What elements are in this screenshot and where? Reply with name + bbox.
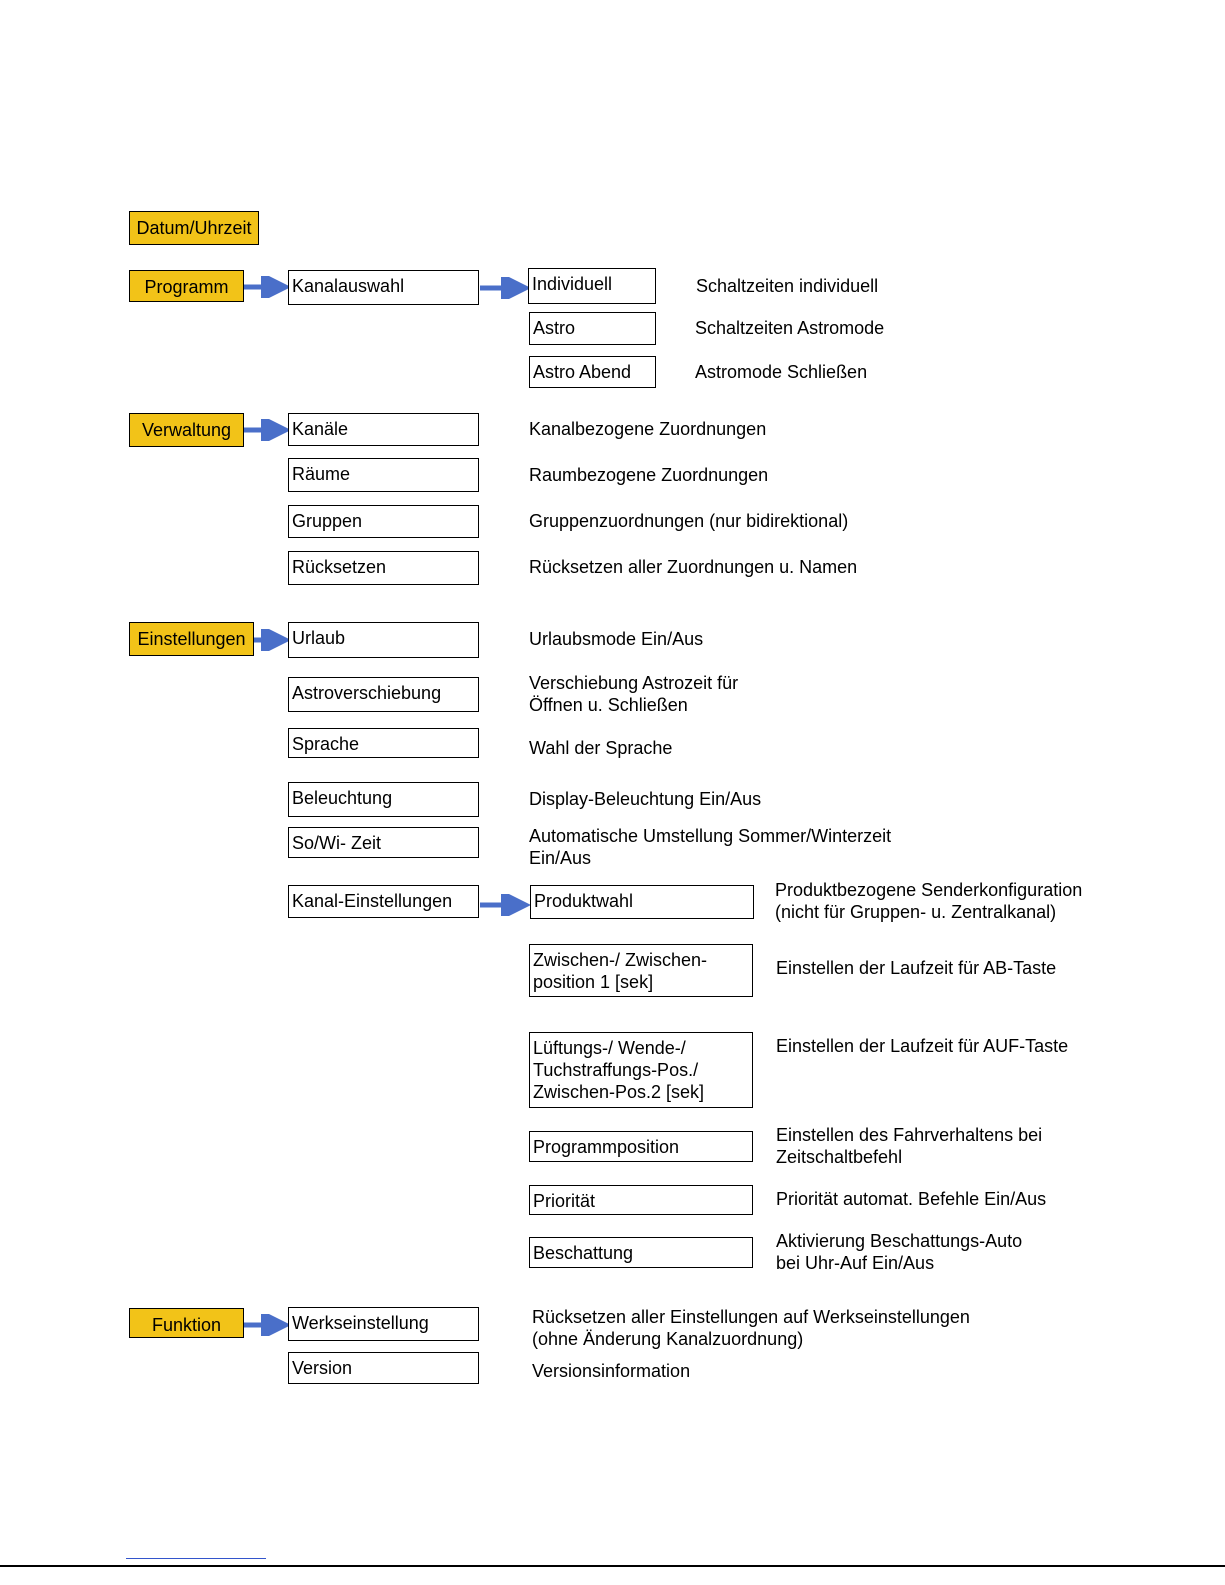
arrow-verwaltung-icon [244,419,290,441]
box-sprache: Sprache [288,728,479,758]
box-zwischenposition-1: Zwischen-/ Zwischen- position 1 [sek] [529,944,753,997]
desc-kanaele: Kanalbezogene Zuordnungen [529,419,767,439]
desc-gruppen: Gruppenzuordnungen (nur bidirektional) [529,511,849,531]
box-ruecksetzen: Rücksetzen [288,551,479,585]
desc-astro-abend: Astromode Schließen [695,362,868,382]
box-kanalauswahl: Kanalauswahl [288,270,479,305]
category-funktion: Funktion [129,1308,244,1338]
desc-individuell: Schaltzeiten individuell [696,276,879,296]
desc-astro: Schaltzeiten Astromode [695,318,885,338]
box-astroverschiebung: Astroverschiebung [288,677,479,712]
box-kanaele: Kanäle [288,413,479,446]
box-so-wi-zeit: So/Wi- Zeit [288,827,479,858]
desc-sprache: Wahl der Sprache [529,738,673,758]
footnote-rule [126,1558,266,1559]
desc-programmposition: Einstellen des Fahrverhaltens bei Zeitschaltbefehl [776,1125,1043,1167]
box-beschattung: Beschattung [529,1237,753,1268]
box-lueftungs-wende-pos: Lüftungs-/ Wende-/ Tuchstraffungs-Pos./ Zwischen-Pos.2 [sek] [529,1032,753,1108]
box-individuell: Individuell [528,268,656,304]
box-urlaub: Urlaub [288,622,479,658]
desc-prioritaet: Priorität automat. Befehle Ein/Aus [776,1189,1047,1209]
arrow-kanal-einstellungen-icon [480,894,530,916]
desc-werkseinstellung: Rücksetzen aller Einstellungen auf Werkseinstellungen (ohne Änderung Kanalzuordnung) [532,1307,970,1349]
category-verwaltung: Verwaltung [129,413,244,447]
desc-so-wi-zeit: Automatische Umstellung Sommer/Winterzeit Ein/Aus [529,826,892,868]
box-astro-abend: Astro Abend [529,356,656,388]
box-produktwahl: Produktwahl [530,885,754,919]
box-programmposition: Programmposition [529,1131,753,1162]
arrow-programm-icon [244,276,290,298]
box-werkseinstellung: Werkseinstellung [288,1307,479,1341]
box-astro: Astro [529,312,656,345]
desc-urlaub: Urlaubsmode Ein/Aus [529,629,704,649]
desc-beschattung: Aktivierung Beschattungs-Auto bei Uhr-Auf Ein/Aus [776,1231,1023,1273]
category-programm: Programm [129,270,244,302]
arrow-funktion-icon [244,1314,290,1336]
box-prioritaet: Priorität [529,1185,753,1215]
box-beleuchtung: Beleuchtung [288,782,479,817]
desc-beleuchtung: Display-Beleuchtung Ein/Aus [529,789,762,809]
box-gruppen: Gruppen [288,505,479,538]
desc-produktwahl: Produktbezogene Senderkonfiguration (nicht für Gruppen- u. Zentralkanal) [775,880,1083,922]
desc-version: Versionsinformation [532,1361,691,1381]
arrow-kanalauswahl-icon [480,277,530,299]
desc-raeume: Raumbezogene Zuordnungen [529,465,769,485]
desc-astroverschiebung: Verschiebung Astrozeit für Öffnen u. Schließen [529,673,739,715]
box-kanal-einstellungen: Kanal-Einstellungen [288,885,479,918]
desc-lueftungs-wende-pos: Einstellen der Laufzeit für AUF-Taste [776,1036,1069,1056]
arrow-einstellungen-icon [254,629,290,651]
page-bottom-rule [0,1565,1225,1567]
desc-ruecksetzen: Rücksetzen aller Zuordnungen u. Namen [529,557,858,577]
category-einstellungen: Einstellungen [129,622,254,656]
box-version: Version [288,1352,479,1384]
desc-zwischenposition-1: Einstellen der Laufzeit für AB-Taste [776,958,1057,978]
box-raeume: Räume [288,458,479,492]
category-datum-uhrzeit: Datum/Uhrzeit [129,211,259,245]
